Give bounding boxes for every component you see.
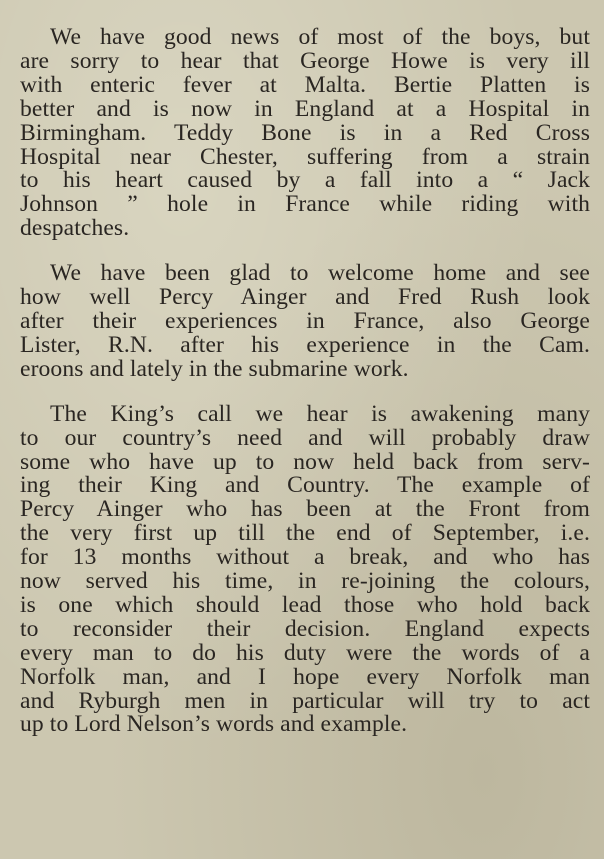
text-line: ing their King and Country. The example of [20, 472, 590, 499]
text-line: for 13 months without a break, and who has [20, 544, 590, 571]
paragraph-welcome-home [20, 262, 590, 382]
text-line: now served his time, in re-joining the colours, [20, 568, 590, 595]
text-line: despatches. [20, 215, 130, 242]
text-line: some who have up to now held back from serv- [20, 448, 590, 475]
text-line: Johnson ” hole in France while riding with [20, 191, 590, 218]
paragraph-news-of-boys [20, 26, 590, 241]
text-line: Percy Ainger who has been at the Front from [20, 496, 590, 523]
text-line: after their experiences in France, also George [20, 307, 590, 334]
text-line: and Ryburgh men in particular will try to act [20, 687, 590, 714]
text-line: Norfolk man, and I hope every Norfolk man [20, 663, 590, 690]
text-line: with enteric fever at Malta. Bertie Platten is [20, 71, 590, 98]
text-line: Hospital near Chester, suffering from a strain [20, 143, 590, 170]
text-line: is one which should lead those who hold back [20, 591, 590, 618]
text-line: Birmingham. Teddy Bone is in a Red Cross [20, 119, 590, 146]
text-line: how well Percy Ainger and Fred Rush look [20, 284, 590, 311]
text-line: every man to do his duty were the words of a [20, 639, 590, 666]
paragraph-kings-call [20, 400, 590, 738]
text-line: The King’s call we hear is awakening many [50, 400, 590, 427]
text-line: We have good news of most of the boys, but [50, 24, 590, 50]
text-line: eroons and lately in the submarine work. [20, 355, 409, 382]
text-line: to reconsider their decision. England expects [20, 615, 590, 642]
text-line: are sorry to hear that George Howe is very ill [20, 47, 590, 74]
text-line: the very first up till the end of September, i.e. [20, 520, 590, 547]
text-line: Lister, R.N. after his experience in the Cam. [20, 331, 590, 358]
text-line: to our country’s need and will probably draw [20, 424, 590, 451]
text-line: We have been glad to welcome home and see [50, 260, 590, 287]
text-line: better and is now in England at a Hospital in [20, 95, 590, 122]
text-line: to his heart caused by a fall into a “ Jack [20, 167, 590, 194]
text-line: up to Lord Nelson’s words and example. [20, 711, 408, 738]
